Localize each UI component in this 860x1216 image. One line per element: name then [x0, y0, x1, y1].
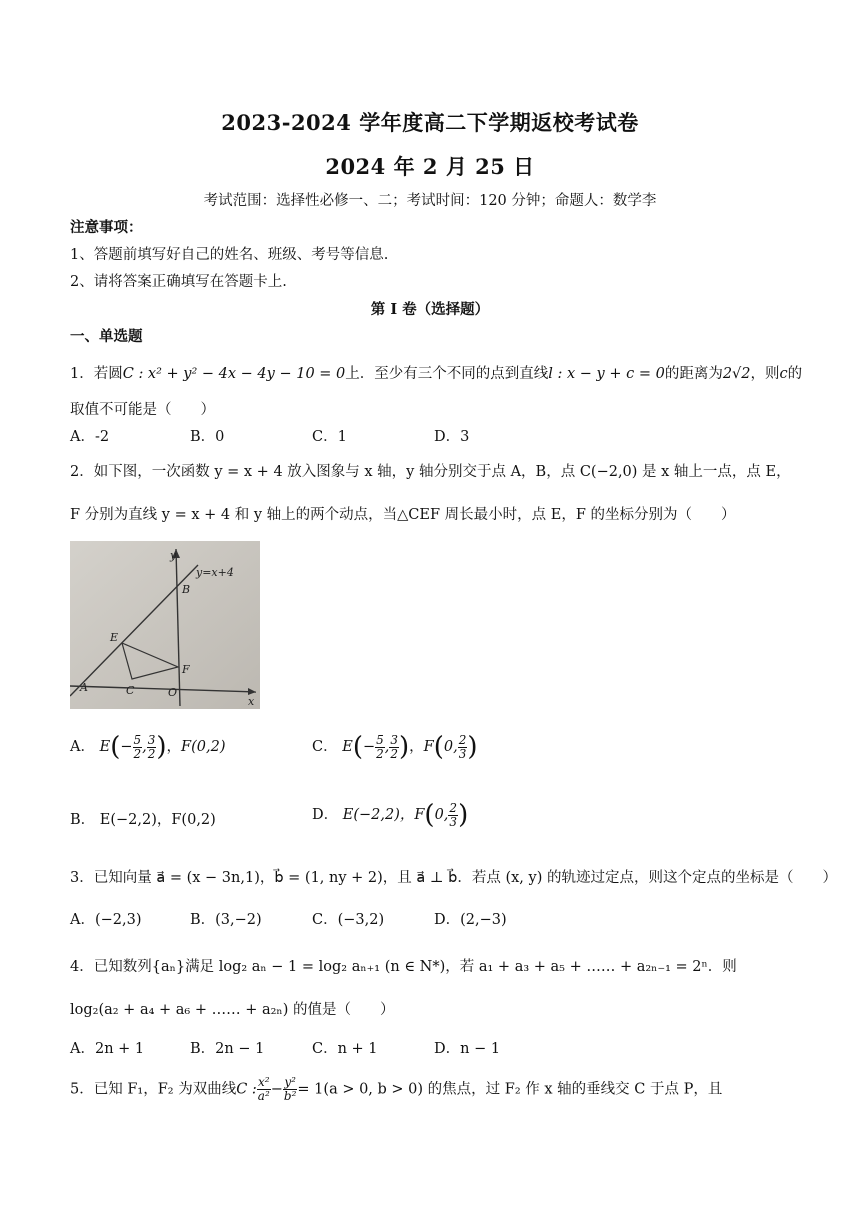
q1-option-b: B．0 [190, 429, 225, 445]
q1-option-c: C．1 [312, 429, 347, 445]
q1-text: ，则 [750, 366, 780, 382]
q1-text: 1．若圆 [70, 366, 123, 382]
frac-num: x² [257, 1075, 270, 1089]
q4-option-b: B．2n − 1 [190, 1041, 265, 1057]
q5-frac-x [257, 1076, 271, 1103]
question-4-line-2: log₂(a₂ + a₄ + a₆ + …… + a₂ₙ) 的值是（ ） [70, 1002, 395, 1018]
q3-option-a: A．(−2,3) [70, 912, 142, 928]
q1-text: 的 [787, 366, 803, 382]
q1-distance: 2√2 [722, 366, 751, 382]
q2-option-d-e: E(−2,2)， [342, 807, 415, 823]
origin-label: O [168, 686, 178, 699]
q3-option-d: D．(2,−3) [434, 912, 507, 928]
frac-den: 2 [147, 746, 156, 761]
question-2-line-1: 2．如下图，一次函数 y = x + 4 放入图象与 x 轴，y 轴分别交于点 A，B，点 C(−2,0) 是 x 轴上一点，点 E， [70, 464, 791, 480]
q5-text: 5．已知 F₁，F₂ 为双曲线 [70, 1081, 237, 1098]
x-axis-label: x [248, 695, 255, 708]
exam-date: 2024 年 2 月 25 日 [325, 154, 535, 179]
frac-den: a² [257, 1089, 270, 1103]
frac-den: 2 [390, 746, 399, 761]
q2-option-d-f: F(0, $\frac{2}{3}$ ) [414, 800, 469, 830]
q2-option-d [312, 800, 468, 830]
frac-den: 3 [458, 746, 467, 761]
zero: 0, [434, 807, 449, 823]
q1-option-a: A．-2 [70, 429, 110, 445]
q2-option-a-label: A． [70, 739, 95, 755]
frac-den: 2 [376, 746, 384, 761]
part-title: 第 I 卷（选择题） [370, 301, 490, 318]
question-3-line-1: 3．已知向量 a⃗ = (x − 3n,1)，b⃗ = (1, ny + 2)，且 a⃗ ⊥ b⃗．若点 (x, y) 的轨迹过定点，则这个定点的坐标是（ ） [70, 870, 837, 886]
q2-option-b: B． E(−2,2)，F(0,2) [70, 812, 216, 828]
q5-hyperbola-name: C : [236, 1081, 257, 1098]
point-b-label: B [182, 583, 191, 596]
frac-num: 5 [133, 732, 142, 747]
q2-figure [70, 541, 260, 709]
q4-option-a: A．2n + 1 [70, 1041, 145, 1057]
q2-option-c-f: F(0, $\frac{2}{3}$ ) [423, 732, 478, 762]
line-label: y=x+4 [196, 566, 234, 579]
frac-num: 3 [147, 732, 156, 747]
question-5-line-1 [70, 1076, 722, 1103]
frac-num: 2 [458, 732, 467, 747]
frac-den: 3 [449, 814, 458, 829]
q4-option-c: C．n + 1 [312, 1041, 378, 1057]
q1-text: 上．至少有三个不同的点到直线 [345, 366, 549, 382]
frac-num: y² [284, 1075, 296, 1089]
q1-circle-eq: C : x² + y² − 4x − 4y − 10 = 0 [122, 366, 346, 382]
q4-option-d: D．n − 1 [434, 1041, 501, 1057]
frac-num: 2 [449, 800, 458, 815]
point-c-label: C [126, 684, 135, 697]
q3-option-b: B．(3,−2) [190, 912, 262, 928]
note-item: 2、请将答案正确填写在答题卡上. [70, 274, 287, 290]
q3-option-c: C．(−3,2) [312, 912, 385, 928]
frac-num: 3 [390, 732, 399, 747]
note-item: 1、答题前填写好自己的姓名、班级、考号等信息. [70, 247, 389, 263]
minus-sign: − [270, 1081, 283, 1098]
frac-den: b² [283, 1089, 297, 1103]
q2-option-d-label: D． [312, 807, 339, 823]
q2-option-a-f: F(0,2) [181, 739, 226, 755]
q5-text: = 1(a > 0, b > 0) 的焦点，过 F₂ 作 x 轴的垂线交 C 于点 P，且 [297, 1081, 723, 1098]
y-axis-label: y [170, 549, 177, 562]
frac-num: 5 [376, 732, 384, 747]
point-a-label: A [80, 681, 88, 694]
q1-option-d: D．3 [434, 429, 470, 445]
q2-option-c-label: C． [312, 739, 338, 755]
section-title: 一、单选题 [70, 328, 143, 345]
q5-frac-y [283, 1076, 298, 1103]
question-4-line-1: 4．已知数列{aₙ}满足 log₂ aₙ − 1 = log₂ aₙ₊₁ (n ∈ N*)，若 a₁ + a₃ + a₅ + …… + a₂ₙ₋₁ = 2ⁿ．则 [70, 959, 737, 975]
q1-var: c [779, 366, 788, 382]
exam-info: 考试范围：选择性必修一、二；考试时间：120 分钟；命题人：数学李 [203, 193, 657, 209]
q1-line-eq: l : x − y + c = 0 [548, 366, 665, 382]
q2-option-c-e: E(− $\frac{5}{2}$ , $\frac{3}{2}$ ) [342, 732, 410, 762]
q2-option-a: A． E(− $\frac{5}{2}$ , $\frac{3}{2}$ )，F(0,2) [70, 732, 226, 762]
q2-option-a-e: E(− $\frac{5}{2}$ , $\frac{3}{2}$ ) [99, 732, 167, 762]
frac-den: 2 [133, 746, 142, 761]
notes-heading: 注意事项： [70, 219, 143, 236]
zero: 0, [443, 739, 458, 755]
question-1-line-2: 取值不可能是（ ） [70, 402, 215, 418]
question-1-line-1 [70, 362, 802, 383]
exam-title: 2023-2024 学年度高二下学期返校考试卷 [221, 110, 639, 135]
point-f-label: F [182, 663, 190, 676]
question-2-line-2: F 分别为直线 y = x + 4 和 y 轴上的两个动点，当△CEF 周长最小时，点 E，F 的坐标分别为（ ） [70, 507, 736, 523]
point-e-label: E [110, 631, 119, 644]
q2-option-c: C． E(− $\frac{5}{2}$ , $\frac{3}{2}$ )，F(0, $\frac{2}{3}$ ) [312, 732, 478, 762]
q1-text: 的距离为 [664, 366, 723, 382]
q2-graph [70, 541, 260, 709]
